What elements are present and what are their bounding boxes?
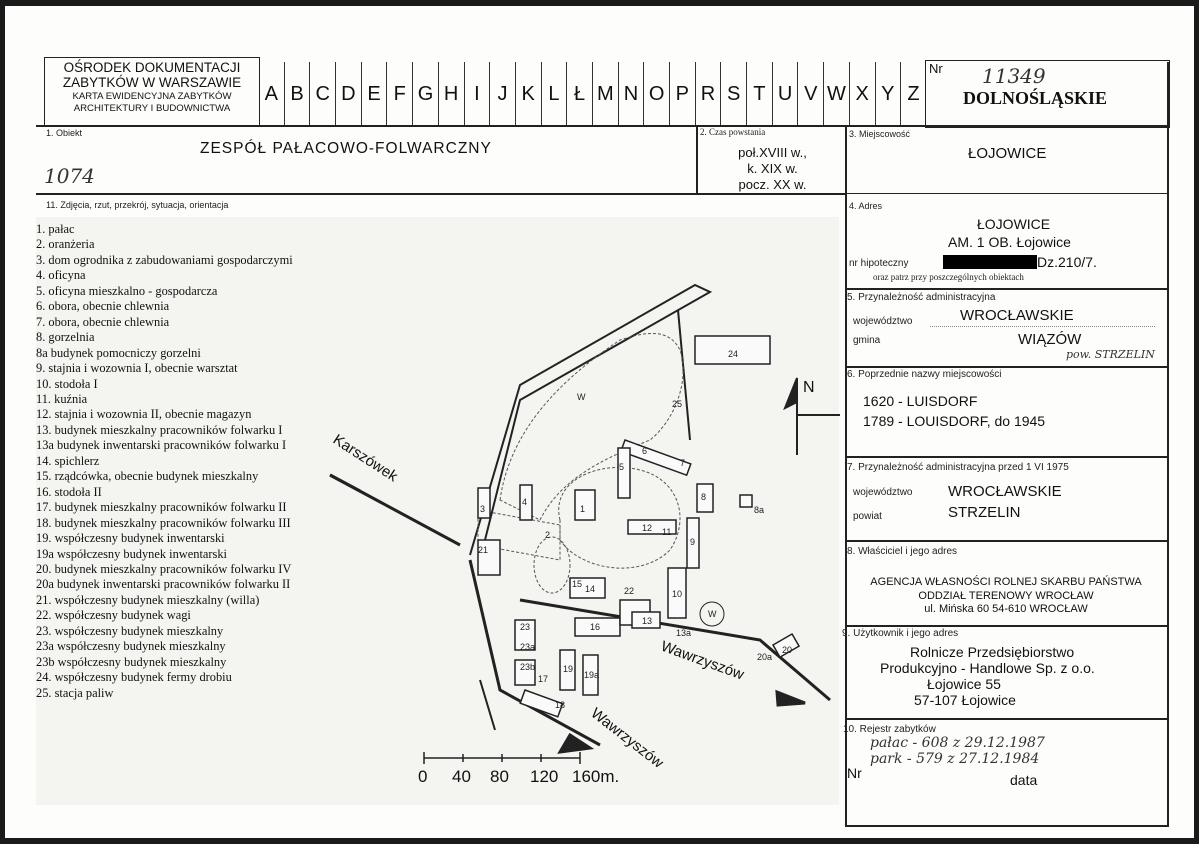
- legend-item: 15. rządcówka, obecnie budynek mieszkalny: [36, 469, 259, 484]
- wlasciciel-line1: AGENCJA WŁASNOŚCI ROLNEJ SKARBU PAŃSTWA: [870, 576, 1142, 588]
- legend-item: 12. stajnia i wozownia II, obecnie magazyn: [36, 407, 252, 422]
- map-label-7: 7: [680, 458, 686, 468]
- map-label-17: 17: [538, 674, 549, 684]
- institution-line3: KARTA EWIDENCYJNA ZABYTKÓW: [72, 91, 232, 102]
- alphabet-letter: O: [643, 62, 669, 126]
- alphabet-letter: R: [695, 62, 721, 126]
- legend-item: 21. współczesny budynek mieszkalny (willa): [36, 592, 260, 607]
- alphabet-letter: P: [669, 62, 695, 126]
- map-label-20: 20: [782, 645, 793, 655]
- map-arrow-east: [777, 692, 805, 705]
- wlasciciel-line3: ul. Mińska 60 54-610 WROCŁAW: [924, 603, 1088, 615]
- map-label-2: 2: [545, 530, 551, 540]
- map-label-24: 24: [728, 349, 739, 359]
- nr-label: Nr: [929, 61, 943, 76]
- legend-item: 17. budynek mieszkalny pracowników folwarku II: [36, 500, 287, 515]
- map-label-13: 13: [642, 616, 653, 626]
- legend-item: 14. spichlerz: [36, 453, 100, 468]
- zdjecia-label: 11. Zdjęcia, rzut, przekrój, sytuacja, orientacja: [46, 200, 229, 210]
- uzytkownik-line1: Rolnicze Przedsiębiorstwo: [910, 644, 1075, 660]
- legend-item: 24. współczesny budynek fermy drobiu: [36, 670, 232, 685]
- scale-label-40: 40: [452, 767, 471, 786]
- wojewodztwo-label: województwo: [853, 316, 913, 327]
- alphabet-letter: L: [541, 62, 567, 126]
- road-name-karszowek: Karszówek: [329, 431, 401, 486]
- map-label-8a: 8a: [754, 505, 765, 515]
- map-label-23a: 23a: [520, 642, 536, 652]
- alphabet-letter: Ł: [566, 62, 592, 126]
- legend-list: [36, 222, 293, 701]
- gmina-label: gmina: [853, 335, 881, 346]
- alphabet-letter: X: [849, 62, 875, 126]
- legend-item: 25. stacja paliw: [36, 685, 114, 700]
- map-label-22: 22: [624, 586, 635, 596]
- legend-item: 7. obora, obecnie chlewnia: [36, 314, 170, 329]
- alphabet-letter: Y: [875, 62, 901, 126]
- czas-line2: k. XIX w.: [747, 161, 798, 176]
- alphabet-letter: F: [386, 62, 412, 126]
- uzytkownik-label: 9. Użytkownik i jego adres: [842, 628, 959, 639]
- map-label-6: 6: [642, 446, 648, 456]
- alphabet-letter: C: [309, 62, 335, 126]
- scale-label-0: 0: [418, 767, 428, 786]
- alphabet-letter: J: [489, 62, 515, 126]
- alphabet-letter: U: [772, 62, 798, 126]
- czas-line1: poł.XVIII w.,: [738, 145, 807, 160]
- alphabet-letter: H: [438, 62, 464, 126]
- adres-note: oraz patrz przy poszczególnych obiektach: [873, 272, 1024, 282]
- legend-item: 19. współczesny budynek inwentarski: [36, 531, 225, 546]
- rejestr-nr-label: Nr: [847, 765, 862, 781]
- alphabet-letter: T: [746, 62, 772, 126]
- legend-item: 19a współczesny budynek inwentarski: [36, 546, 227, 561]
- alphabet-letter: G: [412, 62, 438, 126]
- miejscowosc-value: ŁOJOWICE: [968, 145, 1047, 162]
- north-arrow-head: [785, 378, 797, 408]
- adres-line1: ŁOJOWICE: [977, 216, 1051, 232]
- map-label-4: 4: [522, 497, 528, 507]
- uzytkownik-line4: 57-107 Łojowice: [914, 692, 1016, 708]
- legend-item: 22. współczesny budynek wagi: [36, 608, 191, 623]
- alphabet-letter: B: [284, 62, 310, 126]
- alphabet-letter: V: [797, 62, 823, 126]
- scale-label-160: 160m.: [572, 767, 620, 786]
- map-label-10: 10: [672, 589, 683, 599]
- uzytkownik-line3: Łojowice 55: [927, 676, 1001, 692]
- nr-hipoteczny-label: nr hipoteczny: [849, 258, 909, 269]
- legend-item: 5. oficyna mieszkalno - gospodarcza: [36, 283, 218, 298]
- wojewodztwo-1975-label: województwo: [853, 487, 913, 498]
- alphabet-letter: E: [361, 62, 387, 126]
- region-name: DOLNOŚLĄSKIE: [963, 88, 1108, 108]
- north-label: N: [803, 379, 815, 396]
- poprzednie-nazwy-line2: 1789 - LOUISDORF, do 1945: [863, 413, 1046, 429]
- map-label-w2: W: [708, 609, 717, 619]
- map-building-5: [618, 448, 630, 498]
- legend-item: 13. budynek mieszkalny pracowników folwarku I: [36, 422, 283, 437]
- obiekt-label: 1. Obiekt: [46, 128, 83, 138]
- map-label-w1: W: [577, 392, 586, 402]
- alphabet-letter: W: [823, 62, 849, 126]
- legend-item: 16. stodoła II: [36, 484, 102, 499]
- map-label-23: 23: [520, 622, 531, 632]
- map-arrow-karszowek: [330, 475, 360, 491]
- uzytkownik-line2: Produkcyjno - Handlowe Sp. z o.o.: [880, 660, 1095, 676]
- map-label-8: 8: [701, 492, 707, 502]
- legend-item: 20a budynek inwentarski pracowników folwarku II: [36, 577, 291, 592]
- wlasciciel-line2: ODDZIAŁ TERENOWY WROCŁAW: [918, 590, 1094, 602]
- wojewodztwo-value: WROCŁAWSKIE: [960, 307, 1074, 324]
- map-label-21: 21: [478, 545, 489, 555]
- legend-item: 8. gorzelnia: [36, 330, 95, 345]
- legend-item: 2. oranżeria: [36, 237, 95, 252]
- alphabet-letter: I: [464, 62, 490, 126]
- institution-line2: ZABYTKÓW W WARSZAWIE: [62, 75, 242, 90]
- rejestr-data-label: data: [1010, 772, 1038, 788]
- rejestr-entry1: pałac - 608 z 29.12.1987: [870, 735, 1045, 751]
- institution-line4: ARCHITEKTURY I BUDOWNICTWA: [73, 103, 231, 114]
- scale-label-120: 120: [530, 767, 559, 786]
- przynaleznosc-1975-label: 7. Przynależność administracyjna przed 1 VI 1975: [847, 462, 1069, 473]
- przynaleznosc-label: 5. Przynależność administracyjna: [847, 292, 996, 303]
- legend-item: 23b współczesny budynek mieszkalny: [36, 654, 227, 669]
- alphabet-letter: D: [335, 62, 361, 126]
- map-label-3: 3: [480, 504, 486, 514]
- map-label-12: 12: [642, 523, 653, 533]
- czas-line3: pocz. XX w.: [738, 177, 807, 192]
- map-road-south-stub: [480, 680, 495, 730]
- map-building-8a: [740, 495, 752, 507]
- road-name-wawrzyszow-east: Wawrzyszów: [658, 637, 747, 684]
- nr-handwritten: 11349: [982, 64, 1046, 88]
- legend-item: 18. budynek mieszkalny pracowników folwarku III: [36, 515, 291, 530]
- map-label-23b: 23b: [520, 662, 536, 672]
- legend-item: 6. obora, obecnie chlewnia: [36, 299, 170, 314]
- legend-item: 10. stodoła I: [36, 376, 98, 391]
- map-road-north-east: [678, 310, 690, 440]
- map-label-13a: 13a: [676, 628, 692, 638]
- map-label-5: 5: [619, 462, 625, 472]
- adres-line2: AM. 1 OB. Łojowice: [948, 234, 1071, 250]
- road-name-wawrzyszow-south: Wawrzyszów: [587, 704, 667, 772]
- map-label-11: 11: [662, 527, 672, 537]
- gmina-handwritten: pow. STRZELIN: [1066, 348, 1155, 361]
- legend-item: 3. dom ogrodnika z zabudowaniami gospodarczymi: [36, 252, 293, 267]
- alphabet-letter: K: [515, 62, 541, 126]
- obiekt-value: ZESPÓŁ PAŁACOWO-FOLWARCZNY: [200, 140, 492, 157]
- legend-item: 11. kuźnia: [36, 391, 88, 406]
- legend-item: 4. oficyna: [36, 268, 86, 283]
- map-label-25: 25: [672, 399, 683, 409]
- map-label-15: 15: [572, 579, 583, 589]
- map-pond: [534, 537, 570, 593]
- legend-item: 13a budynek inwentarski pracowników folwarku I: [36, 438, 287, 453]
- legend-item: 9. stajnia i wozownia I, obecnie warsztat: [36, 361, 238, 376]
- map-label-18: 18: [555, 700, 566, 710]
- poprzednie-nazwy-label: 6. Poprzednie nazwy miejscowości: [847, 369, 1002, 380]
- alphabet-letter: S: [720, 62, 746, 126]
- rejestr-label: 10. Rejestr zabytków: [843, 724, 936, 735]
- powiat-value: STRZELIN: [948, 504, 1021, 521]
- alphabet-letter: Z: [900, 62, 926, 126]
- map-label-1: 1: [580, 504, 586, 514]
- adres-label: 4. Adres: [849, 201, 883, 211]
- legend-item: 23a współczesny budynek mieszkalny: [36, 639, 226, 654]
- scale-label-80: 80: [490, 767, 509, 786]
- miejscowosc-label: 3. Miejscowość: [849, 129, 911, 139]
- wlasciciel-label: 8. Właściciel i jego adres: [847, 546, 958, 557]
- obiekt-handwritten-number: 1074: [44, 164, 95, 188]
- legend-item: 1. pałac: [36, 222, 75, 236]
- gmina-value: WIĄZÓW: [1018, 331, 1082, 348]
- institution-line1: OŚRODEK DOKUMENTACJI: [63, 60, 241, 75]
- poprzednie-nazwy-line1: 1620 - LUISDORF: [863, 393, 978, 409]
- map-label-19: 19: [563, 664, 574, 674]
- alphabet-letter: A: [264, 82, 279, 105]
- alphabet-letter: N: [618, 62, 644, 126]
- rejestr-entry2: park - 579 z 27.12.1984: [870, 751, 1040, 767]
- alphabet-letter: M: [592, 62, 618, 126]
- map-label-14: 14: [585, 584, 596, 594]
- map-label-20a: 20a: [757, 652, 773, 662]
- legend-item: 23. współczesny budynek mieszkalny: [36, 623, 224, 638]
- map-label-19a: 19a: [584, 670, 600, 680]
- legend-item: 20. budynek mieszkalny pracowników folwarku IV: [36, 561, 292, 576]
- dz-value: Dz.210/7.: [1037, 254, 1097, 270]
- map-label-16: 16: [590, 622, 601, 632]
- czas-label: 2. Czas powstania: [700, 127, 766, 137]
- map-label-9: 9: [690, 537, 696, 547]
- legend-item: 8a budynek pomocniczy gorzelni: [36, 345, 201, 360]
- wojewodztwo-1975-value: WROCŁAWSKIE: [948, 483, 1062, 500]
- powiat-label: powiat: [853, 511, 882, 522]
